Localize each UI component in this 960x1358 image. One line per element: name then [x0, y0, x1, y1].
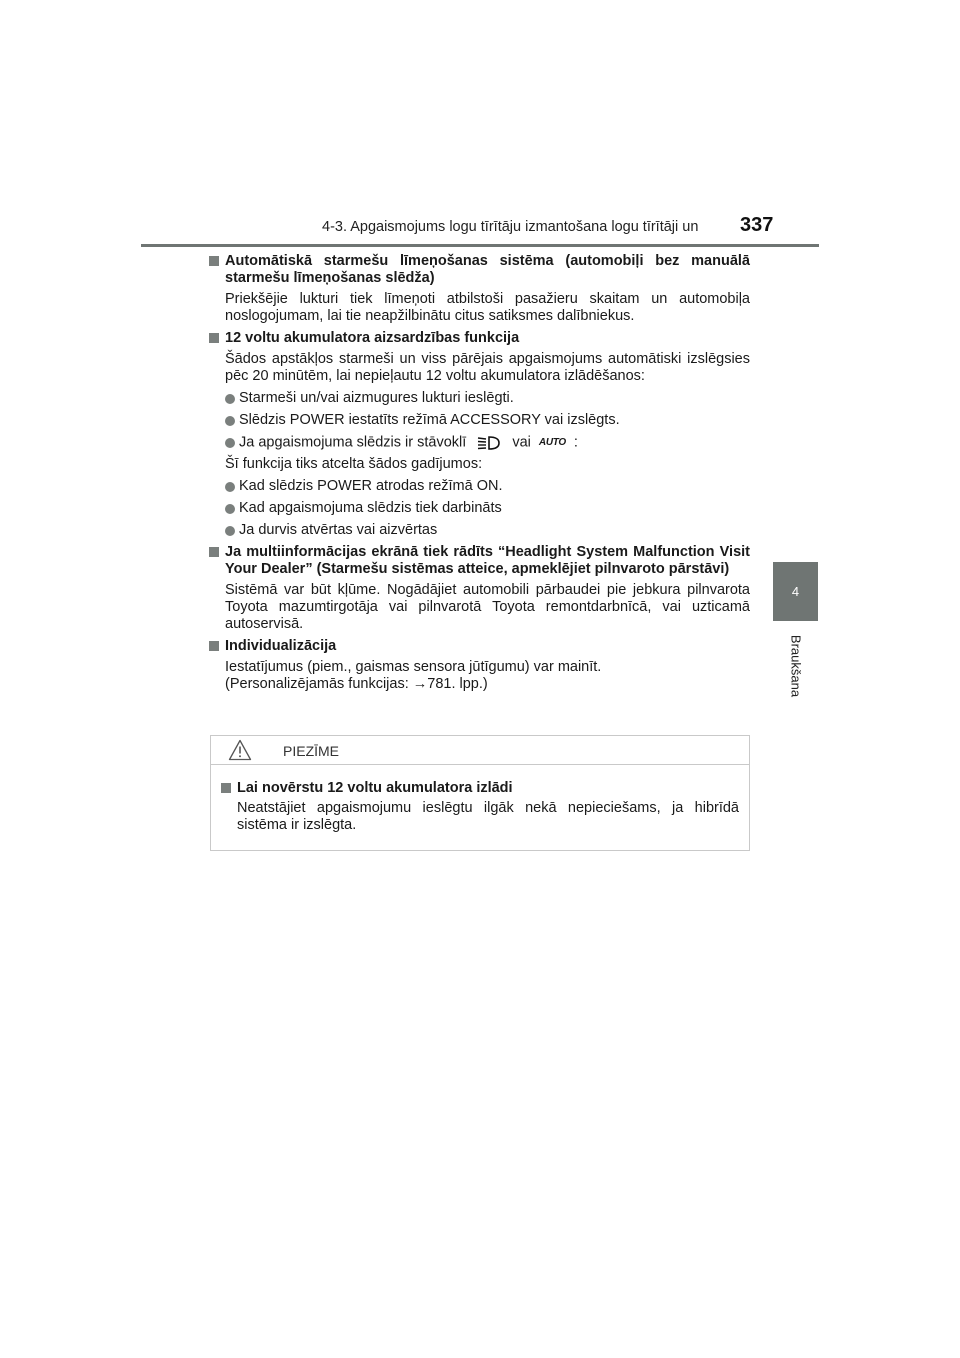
- list-item: Kad apgaismojuma slēdzis tiek darbināts: [209, 500, 750, 517]
- round-bullet-icon: [225, 416, 235, 426]
- chapter-header: 4-3. Apgaismojums logu tīrītāju izmantošana logu tīrītāji un: [322, 219, 699, 235]
- headlight-icon: [476, 435, 502, 451]
- section-text: Iestatījumus (piem., gaismas sensora jūtīgumu) var mainīt. (Personalizējamās funkcijas: →781. lpp.): [225, 659, 602, 693]
- main-content: [209, 253, 750, 698]
- section-text: Sistēmā var būt kļūme. Nogādājiet automobili pārbaudei pie jebkura pilnvarota Toyota mazumtirgotāja vai pilnvarotā Toyota remontdarbnīcā, vai uzticamā autoservisā.: [225, 582, 750, 633]
- page-number: 337: [740, 214, 774, 236]
- round-bullet-icon: [225, 438, 235, 448]
- section-title: Ja multiinformācijas ekrānā tiek rādīts “Headlight System Malfunction Visit Your Dealer” (Starmešu sistēmas atteice, apmeklējiet pilnvaroto pārstāvi): [225, 544, 750, 578]
- list-item: Ja durvis atvērtas vai aizvērtas: [209, 522, 750, 539]
- chapter-tab-number: 4: [791, 584, 800, 599]
- notice-label: PIEZĪME: [283, 743, 340, 759]
- round-bullet-icon: [225, 482, 235, 492]
- section-text: Šī funkcija tiks atcelta šādos gadījumos:: [225, 456, 483, 473]
- list-item: Ja apgaismojuma slēdzis ir stāvoklī vai AUTO :: [209, 434, 750, 451]
- section-title: Individualizācija: [225, 638, 337, 655]
- square-bullet-icon: [209, 333, 219, 343]
- warning-triangle-icon: [228, 739, 252, 761]
- notice-header: [211, 736, 749, 765]
- section-text: Priekšējie lukturi tiek līmeņoti atbilstoši pasažieru skaitam un automobiļa noslogojumam, lai tie neapžilbinātu citus satiksmes dalībniekus.: [225, 291, 750, 324]
- round-bullet-icon: [225, 504, 235, 514]
- list-item: Slēdzis POWER iestatīts režīmā ACCESSORY vai izslēgts.: [209, 412, 750, 429]
- square-bullet-icon: [209, 641, 219, 651]
- round-bullet-icon: [225, 394, 235, 404]
- notice-text: Neatstājiet apgaismojumu ieslēgtu ilgāk nekā nepieciešams, ja hibrīdā sistēma ir izslēgta.: [237, 800, 739, 833]
- round-bullet-icon: [225, 526, 235, 536]
- section-malfunction-message: [209, 544, 750, 633]
- auto-mode-icon: AUTO: [538, 437, 566, 448]
- square-bullet-icon: [209, 547, 219, 557]
- square-bullet-icon: [221, 783, 231, 793]
- chapter-tab-label: Braukšana: [788, 634, 804, 698]
- list-item: Kad slēdzis POWER atrodas režīmā ON.: [209, 478, 750, 495]
- notice-title: Lai novērstu 12 voltu akumulatora izlādi: [237, 780, 513, 796]
- section-customization: [209, 638, 750, 693]
- notice-body: [211, 765, 749, 834]
- section-title: 12 voltu akumulatora aizsardzības funkcija: [225, 330, 520, 346]
- list-item: Starmeši un/vai aizmugures lukturi ieslēgti.: [209, 390, 750, 407]
- section-text: Šādos apstākļos starmeši un viss pārējais apgaismojums automātiski izslēgsies pēc 20 minūtēm, lai nepieļautu 12 voltu akumulatora izlādēšanos:: [225, 351, 750, 384]
- section-headlight-leveling: [209, 253, 750, 325]
- chapter-tab: [773, 562, 818, 621]
- section-title: Automātiskā starmešu līmeņošanas sistēma (automobiļi bez manuālā starmešu līmeņošanas slēdža): [225, 253, 750, 286]
- section-battery-protection: [209, 330, 750, 539]
- square-bullet-icon: [209, 256, 219, 266]
- header-divider: [141, 244, 819, 247]
- notice-box: [210, 735, 750, 851]
